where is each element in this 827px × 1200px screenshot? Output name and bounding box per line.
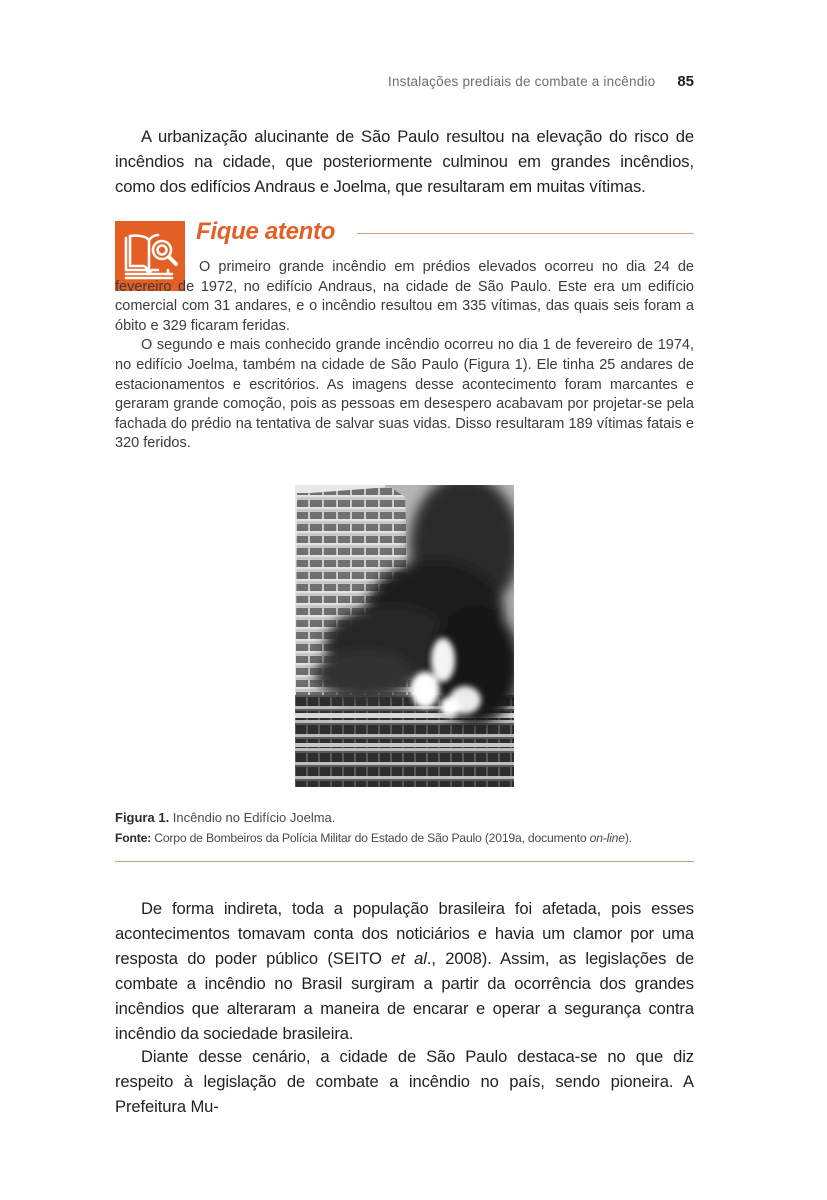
callout-paragraph: O segundo e mais conhecido grande incêndio ocorreu no dia 1 de fevereiro de 1974, no edifício Joelma, também na cidade de São Paulo (Figura 1). Ele tinha 25 andares de estacionamentos e escritórios. As imagens desse acontecimento foram marcantes e geraram grande comoção, pois as pessoas em desespero acabavam por projetar-se pela fachada do prédio na tentativa de salvar suas vidas. Disso resultaram 189 vítimas fatais e 320 feridos. bbox=[115, 337, 694, 452]
figure-source bbox=[115, 828, 632, 848]
figure-source-text: Corpo de Bombeiros da Polícia Militar do Estado de São Paulo (2019a, documento bbox=[151, 831, 590, 845]
body-paragraph bbox=[115, 896, 694, 1046]
figure-caption bbox=[115, 808, 335, 828]
figure-source-italic: on-line bbox=[589, 831, 625, 845]
body-text-italic: et al bbox=[391, 949, 427, 968]
figure-divider bbox=[115, 861, 694, 862]
figure-source-label: Fonte: bbox=[115, 831, 152, 845]
callout-paragraph: O primeiro grande incêndio em prédios elevados ocorreu no dia 24 de fevereiro de 1972, no edifício Andraus, na cidade de São Paulo. Este era um edifício comercial com 31 andares, e o incêndio resultou em 335 vítimas, das quais seis foram a óbito e 329 ficaram feridas. bbox=[115, 259, 694, 334]
running-header bbox=[388, 73, 694, 90]
figure-caption-text: Incêndio no Edifício Joelma. bbox=[169, 810, 336, 825]
intro-section bbox=[115, 124, 694, 199]
page-number: 85 bbox=[677, 73, 694, 90]
figure-photo-joelma-fire bbox=[295, 485, 514, 787]
body-section bbox=[115, 896, 694, 1046]
callout-divider bbox=[357, 233, 694, 234]
figure-source-end: ). bbox=[624, 831, 632, 845]
body-text: De forma indireta, toda a população brasileira foi afetada, pois esses acontecimentos tomavam conta dos noticiários e havia um clamor por uma resposta do poder público (SEITO bbox=[115, 899, 694, 968]
body-section bbox=[115, 1044, 694, 1119]
body-paragraph: Diante desse cenário, a cidade de São Paulo destaca-se no que diz respeito à legislação de combate a incêndio no país, sendo pioneira. A Prefeitura Mu- bbox=[115, 1047, 694, 1116]
callout-body bbox=[115, 258, 694, 454]
intro-paragraph: A urbanização alucinante de São Paulo resultou na elevação do risco de incêndios na cidade, que posteriormente culminou em grandes incêndios, como dos edifícios Andraus e Joelma, que resultaram em muitas vítimas. bbox=[115, 127, 694, 196]
figure-caption-label: Figura 1. bbox=[115, 810, 170, 825]
body-text: ., 2008). Assim, as legislações de combate a incêndio no Brasil surgiram a partir da ocorrência dos grandes incêndios que alteraram a maneira de encarar e operar a segurança contra incêndio da sociedade brasileira. bbox=[115, 949, 694, 1043]
running-title: Instalações prediais de combate a incêndio bbox=[388, 74, 656, 89]
callout-title: Fique atento bbox=[196, 218, 336, 245]
